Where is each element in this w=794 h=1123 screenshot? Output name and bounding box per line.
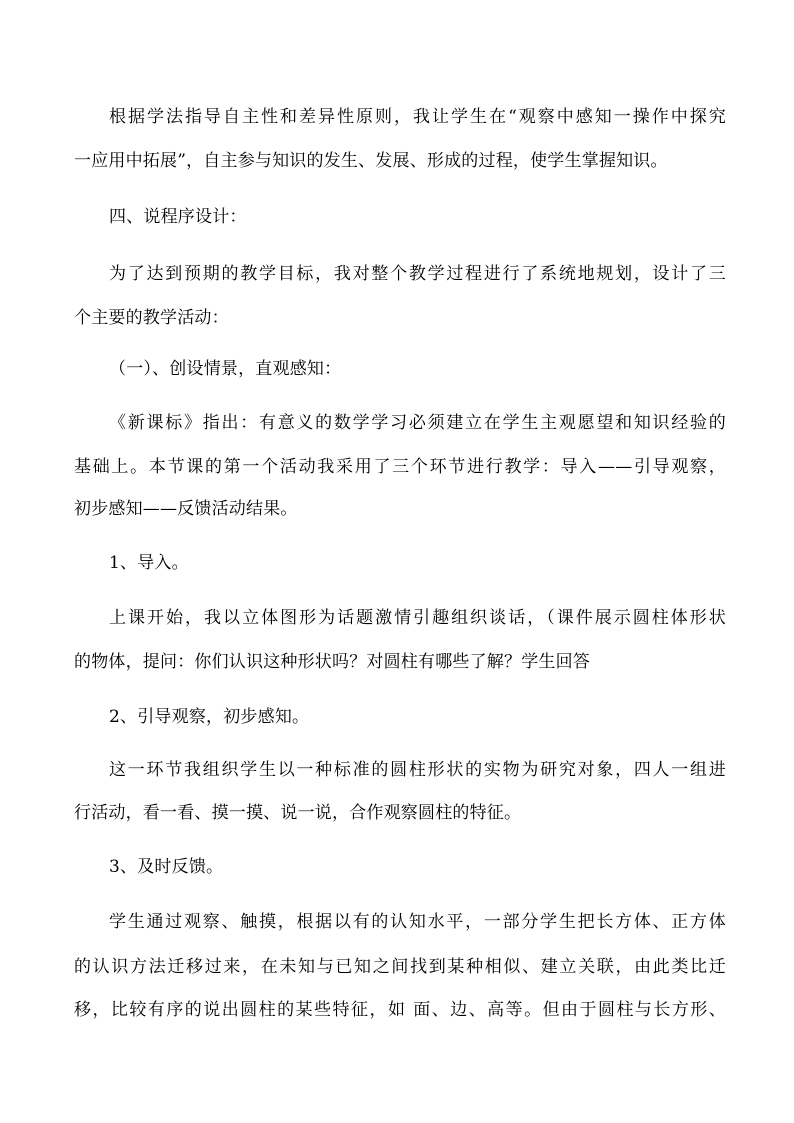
paragraph-11-line-3: 移，比较有序的说出圆柱的某些特征，如 面、边、高等。但由于圆柱与长方形、 xyxy=(74,1000,726,1020)
section-heading-program-design: 四、说程序设计： xyxy=(109,207,247,227)
paragraph-5-line-3: 初步感知——反馈活动结果。 xyxy=(74,499,298,519)
step-3-heading: 3、及时反馈。 xyxy=(109,857,224,877)
paragraph-9-line-2: 行活动，看一看、摸一摸、说一说，合作观察圆柱的特征。 xyxy=(74,803,522,823)
paragraph-3-line-1: 为了达到预期的教学目标，我对整个教学过程进行了系统地规划，设计了三 xyxy=(109,264,726,284)
step-2-heading: 2、引导观察，初步感知。 xyxy=(109,707,310,727)
paragraph-5-line-2: 基础上。本节课的第一个活动我采用了三个环节进行教学：导入——引导观察， xyxy=(74,457,726,477)
paragraph-9-line-1: 这一环节我组织学生以一种标准的圆柱形状的实物为研究对象，四人一组进 xyxy=(109,760,726,780)
paragraph-1-line-1: 根据学法指导自主性和差异性原则，我让学生在“观察中感知一操作中探究 xyxy=(109,107,726,127)
paragraph-11-line-2: 的认识方法迁移过来，在未知与已知之间找到某种相似、建立关联，由此类比迁 xyxy=(74,957,726,977)
subheading-1: （一）、创设情景，直观感知： xyxy=(109,359,342,379)
paragraph-5-line-1: 《新课标》指出：有意义的数学学习必须建立在学生主观愿望和知识经验的 xyxy=(109,413,726,433)
paragraph-7-line-1: 上课开始，我以立体图形为话题激情引趣组织谈话，（课件展示圆柱体形状 xyxy=(109,608,726,628)
paragraph-1-line-2: 一应用中拓展”，自主参与知识的发生、发展、形成的过程，使学生掌握知识。 xyxy=(74,151,668,171)
paragraph-11-line-1: 学生通过观察、触摸，根据以有的认知水平，一部分学生把长方体、正方体 xyxy=(109,912,726,932)
paragraph-3-line-2: 个主要的教学活动： xyxy=(74,308,229,328)
paragraph-7-line-2: 的物体，提问：你们认识这种形状吗？对圆柱有哪些了解？学生回答 xyxy=(74,652,590,672)
step-1-heading: 1、导入。 xyxy=(109,553,189,573)
